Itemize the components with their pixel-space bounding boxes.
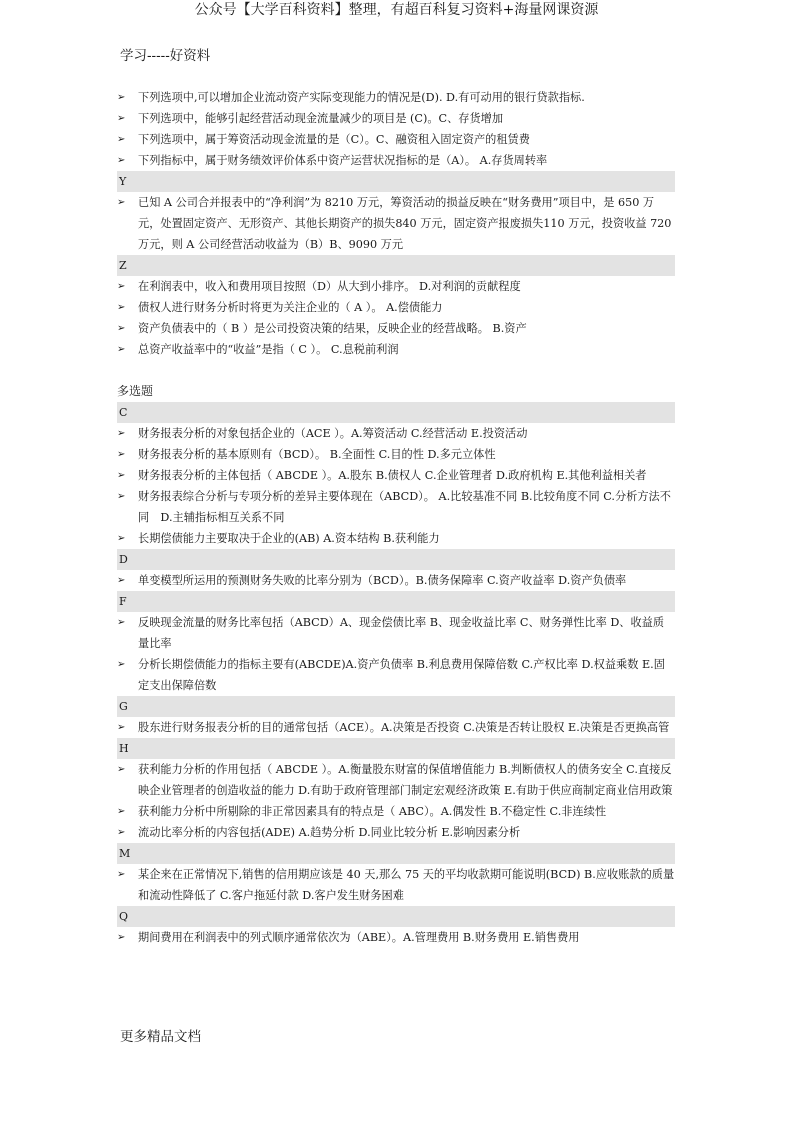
bullet-arrow-icon: ➢ — [117, 617, 126, 628]
question-text: 股东进行财务报表分析的目的通常包括（ACE）。A.决策是否投资 C.决策是否转让股权 E.决策是否更换高管 — [138, 721, 670, 734]
letter-heading: D — [117, 549, 675, 570]
question-text: 财务报表分析的基本原则有（BCD）。 B.全面性 C.目的性 D.多元立体性 — [138, 448, 496, 461]
section-heading: 多选题 — [117, 384, 154, 398]
bullet-arrow-icon: ➢ — [117, 806, 126, 817]
letter-heading: F — [117, 591, 675, 612]
question-item — [117, 276, 675, 297]
question-item — [117, 528, 675, 549]
bullet-arrow-icon: ➢ — [117, 869, 126, 880]
question-item — [117, 759, 675, 801]
question-item — [117, 927, 675, 948]
question-item — [117, 444, 675, 465]
question-text: 下列指标中，属于财务绩效评价体系中资产运营状况指标的是（A）。 A.存货周转率 — [138, 154, 548, 167]
question-text: 债权人进行财务分析时将更为关注企业的（ A ）。 A.偿债能力 — [138, 301, 443, 314]
bullet-arrow-icon: ➢ — [117, 302, 126, 313]
question-item — [117, 864, 675, 906]
question-text: 反映现金流量的财务比率包括（ABCD）A、现金偿债比率 B、现金收益比率 C、财务弹性比率 D、收益质量比率 — [138, 616, 665, 650]
question-item — [117, 339, 675, 360]
page-header: 公众号【大学百科资料】整理，有超百科复习资料+海量网课资源 — [194, 2, 599, 18]
question-text: 财务报表综合分析与专项分析的差异主要体现在（ABCD）。 A.比较基准不同 B.比较角度不同 C.分析方法不同 D.主辅指标相互关系不同 — [138, 490, 671, 524]
question-text: 财务报表分析的主体包括（ ABCDE ）。A.股东 B.债权人 C.企业管理者 D.政府机构 E.其他利益相关者 — [138, 469, 647, 482]
bullet-arrow-icon: ➢ — [117, 113, 126, 124]
question-item — [117, 822, 675, 843]
question-list — [117, 87, 675, 948]
bullet-arrow-icon: ➢ — [117, 344, 126, 355]
question-text: 总资产收益率中的“收益”是指（ C ）。 C.息税前利润 — [138, 343, 399, 356]
question-text: 资产负债表中的（ B ）是公司投资决策的结果，反映企业的经营战略。 B.资产 — [138, 322, 527, 335]
bullet-arrow-icon: ➢ — [117, 428, 126, 439]
question-text: 分析长期偿债能力的指标主要有(ABCDE)A.资产负债率 B.利息费用保障倍数 C.产权比率 D.权益乘数 E.固定支出保障倍数 — [138, 658, 665, 692]
question-text: 下列选项中,可以增加企业流动资产实际变现能力的情况是(D). D.有可动用的银行贷款指标. — [138, 91, 585, 104]
question-item — [117, 612, 675, 654]
question-text: 在利润表中，收入和费用项目按照（D）从大到小排序。 D.对利润的贡献程度 — [138, 280, 521, 293]
question-text: 某企来在正常情况下,销售的信用期应该是 40 天,那么 75 天的平均收款期可能说明(BCD) B.应收账款的质量和流动性降低了 C.客户拖延付款 D.客户发生财务困难 — [138, 868, 675, 902]
question-item — [117, 465, 675, 486]
bullet-arrow-icon: ➢ — [117, 659, 126, 670]
question-item — [117, 570, 675, 591]
question-item — [117, 486, 675, 528]
question-item — [117, 129, 675, 150]
question-text: 下列选项中，属于筹资活动现金流量的是（C）。C、融资租入固定资产的租赁费 — [138, 133, 530, 146]
question-text: 期间费用在利润表中的列式顺序通常依次为（ABE）。A.管理费用 B.财务费用 E.销售费用 — [138, 931, 580, 944]
bullet-arrow-icon: ➢ — [117, 281, 126, 292]
bullet-arrow-icon: ➢ — [117, 92, 126, 103]
letter-heading: M — [117, 843, 675, 864]
question-text: 财务报表分析的对象包括企业的（ACE ）。A.筹资活动 C.经营活动 E.投资活动 — [138, 427, 528, 440]
bullet-arrow-icon: ➢ — [117, 470, 126, 481]
page-footer: 更多精品文档 — [120, 1029, 201, 1045]
bullet-arrow-icon: ➢ — [117, 197, 126, 208]
bullet-arrow-icon: ➢ — [117, 575, 126, 586]
question-text: 长期偿债能力主要取决于企业的(AB) A.资本结构 B.获利能力 — [138, 532, 440, 545]
letter-heading: Y — [117, 171, 675, 192]
question-item — [117, 318, 675, 339]
letter-heading: Q — [117, 906, 675, 927]
question-item — [117, 297, 675, 318]
bullet-arrow-icon: ➢ — [117, 491, 126, 502]
bullet-arrow-icon: ➢ — [117, 533, 126, 544]
bullet-arrow-icon: ➢ — [117, 932, 126, 943]
document-subtitle: 学习-----好资料 — [120, 48, 211, 64]
letter-heading: H — [117, 738, 675, 759]
question-text: 已知 A 公司合并报表中的“净利润”为 8210 万元，筹资活动的损益反映在“财务费用”项目中，是 650 万元，处置固定资产、无形资产、其他长期资产的损失840 万元，固定资产报废损失110 万元，投资收益 720 万元，则 A 公司经营活动收益为（B）B、9090 万元 — [138, 196, 672, 251]
question-item — [117, 87, 675, 108]
letter-heading: C — [117, 402, 675, 423]
question-item — [117, 717, 675, 738]
question-item — [117, 654, 675, 696]
bullet-arrow-icon: ➢ — [117, 449, 126, 460]
bullet-arrow-icon: ➢ — [117, 155, 126, 166]
letter-heading: Z — [117, 255, 675, 276]
question-text: 流动比率分析的内容包括(ADE) A.趋势分析 D.同业比较分析 E.影响因素分析 — [138, 826, 521, 839]
question-item — [117, 192, 675, 255]
bullet-arrow-icon: ➢ — [117, 827, 126, 838]
letter-heading: G — [117, 696, 675, 717]
question-text: 获利能力分析的作用包括（ ABCDE ）。A.衡量股东财富的保值增值能力 B.判断债权人的债务安全 C.直接反映企业管理者的创造收益的能力 D.有助于政府管理部门制定宏观经济政策 E.有助于供应商制定商业信用政策 — [138, 763, 673, 797]
question-item — [117, 423, 675, 444]
question-text: 下列选项中，能够引起经营活动现金流量减少的项目是 (C)。C、存货增加 — [138, 112, 504, 125]
question-text: 单变模型所运用的预测财务失败的比率分别为（BCD）。B.债务保障率 C.资产收益率 D.资产负债率 — [138, 574, 627, 587]
question-item — [117, 801, 675, 822]
bullet-arrow-icon: ➢ — [117, 134, 126, 145]
bullet-arrow-icon: ➢ — [117, 764, 126, 775]
bullet-arrow-icon: ➢ — [117, 323, 126, 334]
question-item — [117, 150, 675, 171]
bullet-arrow-icon: ➢ — [117, 722, 126, 733]
question-item — [117, 108, 675, 129]
question-text: 获利能力分析中所剔除的非正常因素具有的特点是（ ABC）。A.偶发性 B.不稳定性 C.非连续性 — [138, 805, 607, 818]
